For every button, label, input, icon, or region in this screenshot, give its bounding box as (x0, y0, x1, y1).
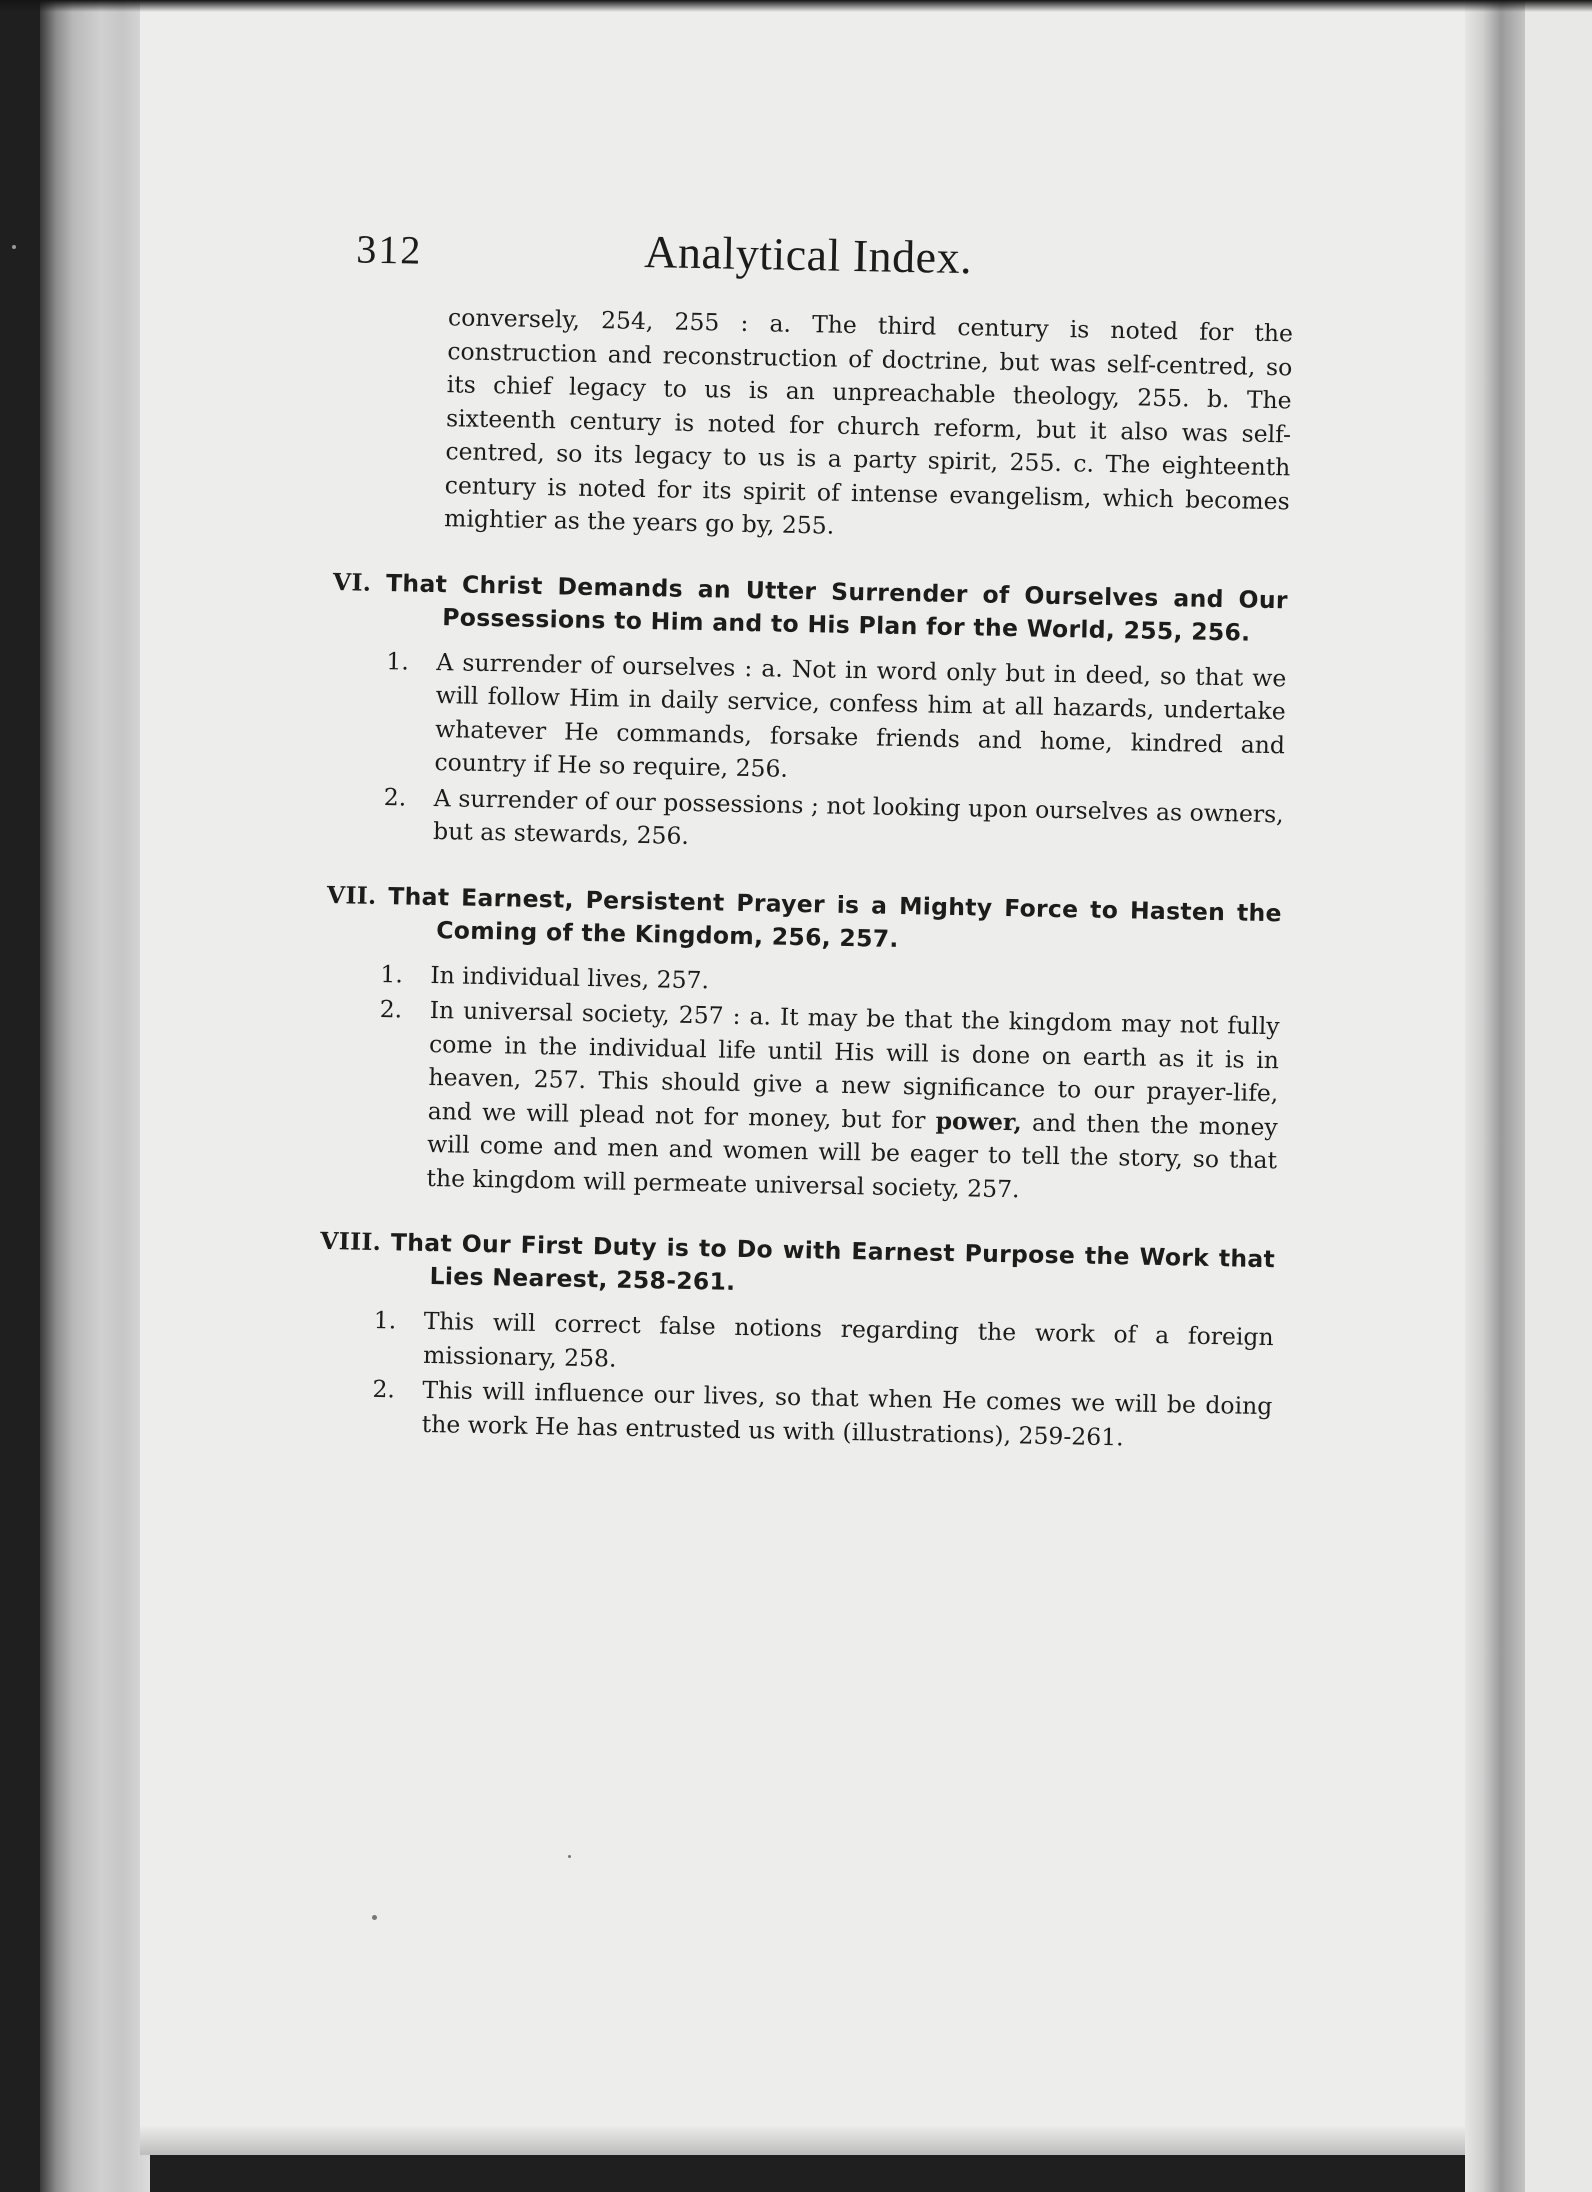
item-text: A surrender of our possessions ; not looking upon ourselves as owners, but as stewards, 256. (432, 783, 1284, 850)
page-content (311, 215, 1294, 1459)
section-item-list (312, 1303, 1274, 1457)
section-heading-text: That Christ Demands an Utter Surrender of Ourselves and Our Possessions to Him and to His Plan for the World, 255, 256. (385, 568, 1289, 647)
section-heading (327, 565, 1288, 649)
index-section-vi (323, 565, 1288, 864)
page-title: Analytical Index. (643, 225, 973, 284)
book-gutter (1465, 0, 1525, 2192)
index-section-viii (312, 1225, 1276, 1457)
section-numeral: VIII. (320, 1226, 382, 1257)
item-number: 1. (373, 1305, 397, 1335)
item-number: 2. (379, 995, 403, 1024)
section-item-list (323, 643, 1287, 864)
list-item (324, 643, 1286, 795)
section-heading-text: That Earnest, Persistent Prayer is a Mighty Force to Hasten the Coming of the Kingdom, 256, 257. (388, 881, 1283, 953)
section-heading (314, 1225, 1275, 1309)
page-edge-stack (40, 0, 150, 2192)
item-text-emphasis: power, (935, 1106, 1023, 1136)
section-numeral: VI. (332, 567, 372, 597)
section-item-list (316, 956, 1280, 1211)
item-text-part: and then the money will come and men and women will be eager to tell the story, so that the kingdom will permeate universal society, 257. (426, 1107, 1278, 1203)
item-text: This will influence our lives, so that when He comes we will be doing the work He has entrusted us with (illustrations), 259-261. (421, 1375, 1273, 1451)
section-heading (321, 878, 1282, 962)
item-number: 1. (380, 959, 404, 988)
item-number: 2. (372, 1374, 396, 1404)
item-number: 2. (383, 782, 407, 811)
item-text (426, 994, 1280, 1211)
section-numeral: VII. (326, 880, 377, 910)
item-text: A surrender of ourselves : a. Not in word only but in deed, so that we will follow Him in daily service, confess him at all hazards, undertake whatever He commands, forsake friends and home, kindred and country if He so require, 256. (434, 647, 1287, 783)
page-number: 312 (355, 226, 423, 273)
item-text-part: In universal society, 257 : a. It may be that the kingdom may not fully come in the individual life until His will is done on earth as it is in heaven, 257. This should give a new significance to our prayer-life, and we will plead not for money, but for (427, 995, 1280, 1135)
item-text: In individual lives, 257. (430, 960, 710, 994)
top-shadow (0, 0, 1592, 12)
section-heading-text: That Our First Duty is to Do with Earnest Purpose the Work that Lies Nearest, 258-261. (390, 1228, 1276, 1296)
continuation-paragraph: conversely, 254, 255 : a. The third century is noted for the construction and reconstruction of doctrine, but was self-centred, so its chief legacy to us is an unpreachable theology, 255. b. The sixteenth century is noted for church reform, but it also was self-centred, so its legacy to us is a party spirit, 255. c. The eighteenth century is noted for its spirit of intense evangelism, which becomes mightier as the years go by, 255. (443, 303, 1294, 540)
list-item (316, 992, 1280, 1211)
index-section-vii (316, 878, 1282, 1211)
item-number: 1. (386, 646, 410, 675)
item-text: This will correct false notions regarding the work of a foreign missionary, 258. (422, 1306, 1274, 1373)
facing-page-edge (1525, 0, 1592, 2192)
